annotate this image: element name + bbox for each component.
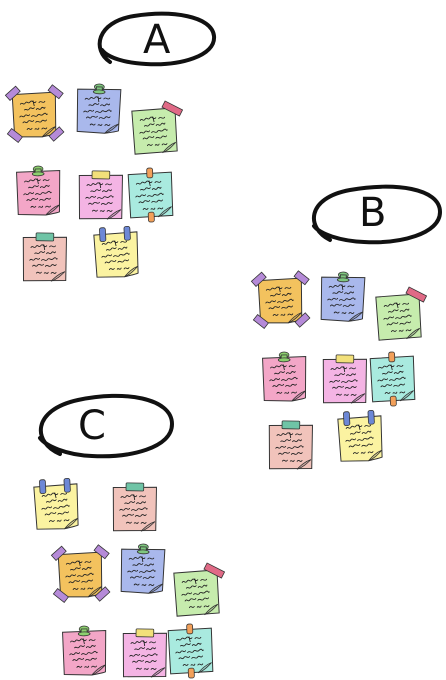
- sticky-note: [371, 289, 428, 346]
- group-c-label: C: [78, 403, 106, 449]
- group-b-label: B: [359, 190, 387, 236]
- sticky-note: [333, 411, 390, 468]
- sticky-note: [365, 351, 421, 407]
- sticky-note: [71, 83, 127, 139]
- sticky-note: [127, 103, 184, 160]
- sticky-note: [163, 623, 219, 679]
- sticky-note: [89, 227, 146, 284]
- sticky-note: [123, 167, 179, 223]
- sticky-note: [74, 170, 129, 225]
- sticky-note: [258, 352, 313, 407]
- sticky-note: [29, 479, 86, 536]
- sticky-note: [115, 543, 171, 599]
- sticky-note: [264, 420, 319, 475]
- sticky-note: [58, 626, 113, 680]
- sticky-note: [18, 232, 73, 287]
- sticky-note: [253, 273, 309, 329]
- sticky-note: [169, 565, 226, 622]
- sticky-note: [12, 166, 67, 221]
- sticky-note: [318, 354, 373, 409]
- sticky-note: [108, 482, 163, 537]
- sticky-note: [53, 547, 109, 603]
- sticky-note: [315, 271, 371, 327]
- group-a-label: A: [143, 17, 171, 63]
- sticky-note: [7, 87, 63, 143]
